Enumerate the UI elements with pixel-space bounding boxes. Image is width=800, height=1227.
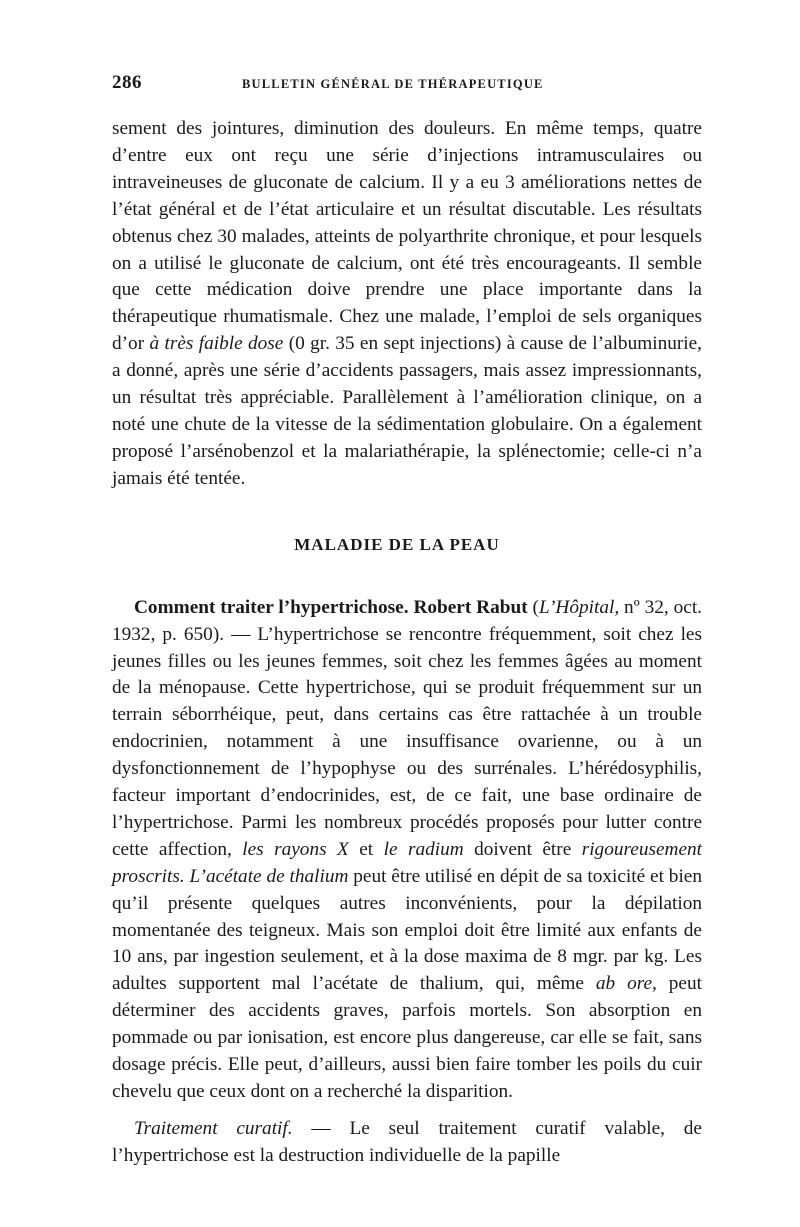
para3-text: — Le seul traitement curatif valable, de l’hypertrichose est la destruction individuelle de la papille [112,1117,702,1166]
italic-ab-ore: ab ore, [595,973,657,995]
para2-text-end2: peut déterminer des accidents graves, parfois mortels. Son absorption en pommade ou par ionisation, est encore plus dangereuse, car elle se fait, sans dosage précis. Elle peut, d’ailleurs, aussi bien faire tomber les poils du cuir chevelu que ceux dont on a recherché la disparition. [112,973,702,1102]
journal-title: BULLETIN GÉNÉRAL DE THÉRAPEUTIQUE [242,77,544,91]
paragraph-gap [112,1106,702,1116]
para1-italic-dose: à très faible dose [149,333,284,355]
paragraph-hypertrichose [112,595,702,1106]
italic-acetate: L’acétate de thalium [189,865,349,887]
para1-text-rest: (0 gr. 35 en sept injections) à cause de l’albuminurie, a donné, après une série d’accidents passagers, mais assez impressionnants, un résultat très appréciable. Parallèlement à l’amélioration clinique, on a noté une chute de la vitesse de la sédimentation globulaire. On a également proposé l’arsénobenzol et la malariathérapie, la splénectomie; celle-ci n’a jamais été tentée. [112,333,703,489]
running-header [112,72,702,98]
traitement-title: Traitement curatif. [134,1117,293,1139]
article-title: Comment traiter l’hypertrichose. [134,596,409,618]
italic-radium: le radium [383,838,464,860]
section-heading: MALADIE DE LA PEAU [294,534,500,554]
page-number: 286 [112,72,142,93]
document-page [112,72,702,1170]
text-doivent: doivent être [463,838,582,860]
source-open: ( [527,596,539,618]
text-et: et [348,838,384,860]
source-journal: L’Hôpital, [538,596,620,618]
article-author: Robert Rabut [413,596,528,618]
italic-rayons: les rayons X [242,838,349,860]
para1-text: sement des jointures, diminution des douleurs. En même temps, quatre d’entre eux ont reçu une série d’injections intramusculaires ou intraveineuses de gluconate de calcium. Il y a eu 3 améliorations nettes de l’état général et de l’état articulaire et un résultat discutable. Les résultats obtenus chez 30 malades, atteints de polyarthrite chronique, et pour lesquels on a utilisé le gluconate de calcium, ont été très encourageants. Il semble que cette médication doive prendre une place importante dans la thérapeutique rhumatismale. Chez une malade, l’emploi de sels organiques d’or [112,118,702,355]
para2-text: nº 32, oct. 1932, p. 650). — L’hypertrichose se rencontre fréquemment, soit chez les jeunes filles ou les jeunes femmes, soit chez les femmes âgées au moment de la ménopause. Cette hypertrichose, qui se produit fréquemment sur un terrain séborrhéique, peut, dans certains cas être rattachée à un trouble endocrinien, notamment à une insuffisance ovarienne, ou à un dysfonctionnement de l’hypophyse ou des surrénales. L’hérédosyphilis, facteur important d’endocrinides, est, de ce fait, une base ordinaire de l’hypertrichose. Parmi les nombreux procédés proposés pour lutter contre cette affection, [112,596,702,860]
italic-proscrits: rigoureusement proscrits. [112,838,702,887]
paragraph-traitement [112,1116,702,1170]
paragraph-continuation [112,116,702,493]
para2-text-end: peut être utilisé en dépit de sa toxicité et bien qu’il présente quelques autres inconvénients, pour la dépilation momentanée des teigneux. Mais son emploi doit être limité aux enfants de 10 ans, par ingestion seulement, et à la dose maxima de 8 mgr. par kg. Les adultes supportent mal l’acétate de thalium, qui, même [112,865,702,995]
